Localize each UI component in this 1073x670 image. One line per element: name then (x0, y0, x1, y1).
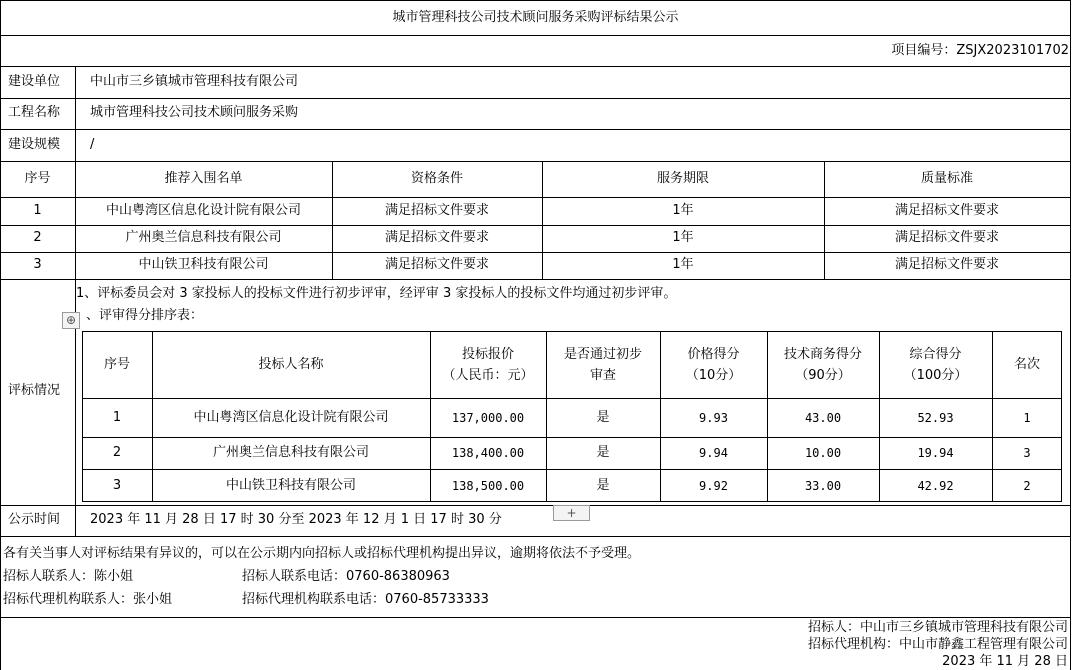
shortlist-cell: 满足招标文件要求 (894, 230, 999, 245)
table-move-handle-icon[interactable]: ⊕ (62, 312, 80, 329)
score-header-rank: 名次 (1013, 357, 1040, 372)
shortlist-cell: 广州奥兰信息科技有限公司 (125, 230, 282, 245)
evaluation-note-1: 1、评标委员会对 3 家投标人的投标文件进行初步评审，经评审 3 家投标人的投标文件均通过初步评审。 (76, 286, 677, 301)
score-cell: 中山铁卫科技有限公司 (225, 478, 356, 493)
agency-contact-name: 招标代理机构联系人：张小姐 (3, 592, 173, 607)
score-cell: 52.93 (917, 411, 954, 425)
score-cell: 10.00 (804, 446, 842, 460)
score-cell: 138,400.00 (451, 446, 525, 460)
score-header-price-unit: （人民币：元） (442, 368, 534, 383)
score-cell: 1 (112, 410, 122, 425)
shortlist-header-qualification: 资格条件 (410, 171, 463, 186)
construction-unit-value: 中山市三乡镇城市管理科技有限公司 (90, 74, 299, 89)
shortlist-header-name: 推荐入围名单 (164, 171, 243, 186)
tenderer-contact-phone: 招标人联系电话：0760-86380963 (242, 569, 450, 584)
tenderer-contact-name: 招标人联系人：陈小姐 (3, 569, 134, 584)
construction-unit-label: 建设单位 (8, 74, 61, 89)
shortlist-cell: 中山铁卫科技有限公司 (138, 257, 269, 272)
agency-signature: 招标代理机构：中山市静鑫工程管理有限公司 (807, 637, 1068, 652)
score-cell: 33.00 (804, 479, 842, 493)
score-cell: 2 (1023, 479, 1031, 493)
score-cell: 中山粤湾区信息化设计院有限公司 (193, 410, 389, 425)
score-cell: 9.92 (699, 479, 728, 493)
shortlist-header-quality: 质量标准 (920, 171, 973, 186)
score-cell: 137,000.00 (451, 411, 525, 425)
score-cell: 1 (1023, 411, 1031, 425)
shortlist-header-no: 序号 (24, 171, 51, 186)
add-row-icon[interactable]: + (553, 505, 590, 521)
score-cell: 43.00 (804, 411, 842, 425)
shortlist-cell: 1年 (672, 203, 694, 218)
construction-scale-value: / (90, 137, 95, 152)
evaluation-label: 评标情况 (8, 383, 61, 398)
shortlist-cell: 满足招标文件要求 (384, 230, 489, 245)
score-header-prelim-2: 审查 (589, 368, 616, 383)
score-cell: 9.94 (699, 446, 728, 460)
shortlist-cell: 1 (33, 203, 42, 218)
shortlist-cell: 1年 (672, 257, 694, 272)
page-title: 城市管理科技公司技术顾问服务采购评标结果公示 (392, 10, 679, 25)
shortlist-cell: 满足招标文件要求 (894, 203, 999, 218)
score-header-total-max: （100分） (903, 368, 968, 383)
score-cell: 2 (112, 445, 122, 460)
publicity-label: 公示时间 (8, 512, 61, 527)
score-cell: 3 (1023, 446, 1031, 460)
signature-date: 2023 年 11 月 28 日 (942, 654, 1068, 669)
score-cell: 138,500.00 (451, 479, 525, 493)
tenderer-signature: 招标人：中山市三乡镇城市管理科技有限公司 (807, 620, 1068, 635)
score-header-price-score: 价格得分 (687, 347, 740, 362)
score-cell: 42.92 (917, 479, 954, 493)
shortlist-cell: 满足招标文件要求 (894, 257, 999, 272)
publicity-value: 2023 年 11 月 28 日 17 时 30 分至 2023 年 12 月 1 日 17 时 30 分 (90, 512, 502, 527)
score-cell: 是 (596, 410, 610, 425)
score-header-price-score-max: （10分） (685, 368, 742, 383)
project-name-label: 工程名称 (8, 105, 61, 120)
shortlist-cell: 中山粤湾区信息化设计院有限公司 (105, 203, 301, 218)
shortlist-cell: 2 (33, 230, 42, 245)
score-cell: 是 (596, 478, 610, 493)
project-number: 项目编号：ZSJX2023101702 (891, 43, 1069, 58)
score-header-no: 序号 (103, 357, 130, 372)
score-cell: 9.93 (699, 411, 728, 425)
score-cell: 19.94 (917, 446, 954, 460)
score-cell: 3 (112, 478, 122, 493)
shortlist-cell: 满足招标文件要求 (384, 203, 489, 218)
construction-scale-label: 建设规模 (8, 137, 61, 152)
score-header-total: 综合得分 (909, 347, 962, 362)
shortlist-cell: 3 (33, 257, 42, 272)
shortlist-header-period: 服务期限 (656, 171, 709, 186)
project-name-value: 城市管理科技公司技术顾问服务采购 (90, 105, 299, 120)
score-header-prelim: 是否通过初步 (563, 347, 642, 362)
objection-notice: 各有关当事人对评标结果有异议的，可以在公示期内向招标人或招标代理机构提出异议，逾期将依法不予受理。 (3, 546, 641, 561)
score-header-tech-score-max: （90分） (795, 368, 851, 383)
score-cell: 是 (596, 445, 610, 460)
agency-contact-phone: 招标代理机构联系电话：0760-85733333 (242, 592, 489, 607)
evaluation-note-2: 、评审得分排序表： (86, 308, 204, 323)
score-header-price: 投标报价 (461, 347, 514, 362)
score-header-bidder: 投标人名称 (258, 357, 324, 372)
score-header-tech-score: 技术商务得分 (783, 347, 862, 362)
shortlist-cell: 1年 (672, 230, 694, 245)
shortlist-cell: 满足招标文件要求 (384, 257, 489, 272)
score-cell: 广州奥兰信息科技有限公司 (212, 445, 369, 460)
